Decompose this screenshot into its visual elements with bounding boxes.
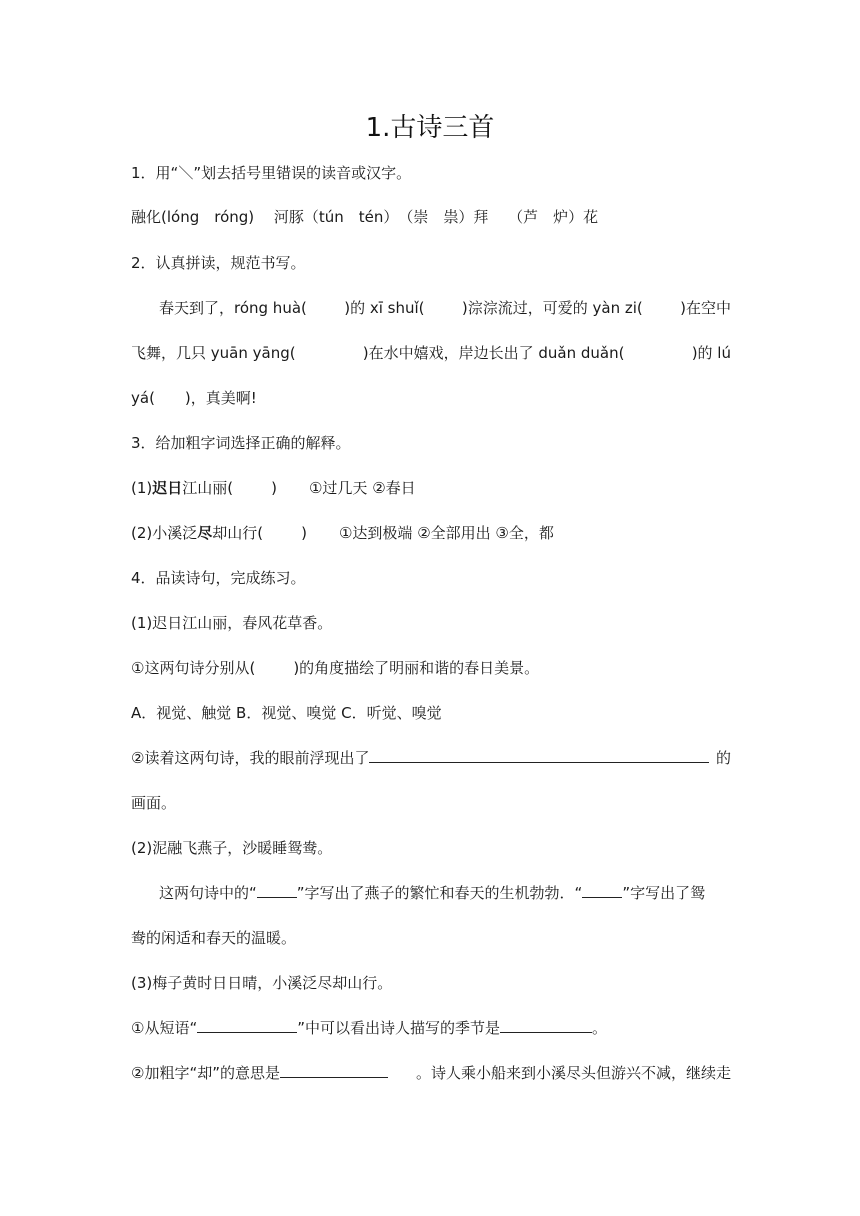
q1-heading: 1．用“＼”划去括号里错误的读音或汉字。 bbox=[131, 164, 412, 182]
q2-heading: 2．认真拼读，规范书写。 bbox=[131, 254, 306, 272]
q4-s1-question-a: ①这两句诗分别从( )的角度描绘了明丽和谐的春日美景。 bbox=[131, 659, 540, 677]
q4-s2-question-cont: 鸯的闲适和春天的温暖。 bbox=[131, 929, 297, 947]
q2-p3-a: yá( bbox=[131, 389, 155, 407]
q4-s2-question: 这两句诗中的“ ”字写出了燕子的繁忙和春天的生机勃勃．“ ”字写出了鸳 bbox=[159, 884, 706, 902]
answer-blank[interactable] bbox=[369, 747, 709, 763]
q4-s3-poem: (3)梅子黄时日日晴，小溪泛尽却山行。 bbox=[131, 974, 393, 992]
q4-s3-question-a: ①从短语“ ”中可以看出诗人描写的季节是 。 bbox=[131, 1019, 608, 1037]
q4-s1-question-b-cont: 画面。 bbox=[131, 794, 177, 812]
q2-p1-d: )在空中 bbox=[680, 299, 731, 317]
q2-p2-b: )在水中嬉戏，岸边长出了 duǎn duǎn( bbox=[362, 344, 625, 362]
q4-s1-question-b: ②读着这两句诗，我的眼前浮现出了 的 bbox=[131, 749, 731, 767]
q4-s1-poem: (1)迟日江山丽，春风花草香。 bbox=[131, 614, 333, 632]
q3-heading: 3．给加粗字词选择正确的解释。 bbox=[131, 434, 351, 452]
q2-paragraph-line-3 bbox=[131, 387, 731, 409]
q4-s3-question-b: ②加粗字“却”的意思是 。诗人乘小船来到小溪尽头但游兴不减，继续走 bbox=[131, 1064, 731, 1082]
answer-blank[interactable] bbox=[582, 882, 622, 898]
q4-s1-options: A．视觉、触觉 B．视觉、嗅觉 C．听觉、嗅觉 bbox=[131, 704, 442, 722]
q2-p2-c: )的 lú bbox=[691, 344, 731, 362]
answer-blank[interactable] bbox=[280, 1062, 388, 1078]
q3-item-2-bold-word: 尽 bbox=[197, 524, 213, 542]
q3-item-1: (1)迟日江山丽( ) ①过几天 ②春日 bbox=[131, 479, 416, 497]
page-title: 1.古诗三首 bbox=[365, 113, 495, 143]
answer-blank[interactable] bbox=[197, 1017, 297, 1033]
q2-p2-a: 飞舞，几只 yuān yāng( bbox=[131, 344, 296, 362]
answer-blank[interactable] bbox=[257, 882, 297, 898]
q4-s2-poem: (2)泥融飞燕子，沙暖睡鸳鸯。 bbox=[131, 839, 333, 857]
answer-blank[interactable] bbox=[500, 1017, 592, 1033]
q1-items: 融化(lóng róng) 河豚（tún tén） （崇 祟）拜 （芦 炉）花 bbox=[131, 208, 599, 226]
q2-p1-b: )的 xī shuǐ( bbox=[344, 299, 425, 317]
q3-item-2-options: ①达到极端 ②全部用出 ③全，都 bbox=[338, 524, 554, 542]
q4-heading: 4．品读诗句，完成练习。 bbox=[131, 569, 306, 587]
q2-paragraph-line-2 bbox=[131, 342, 731, 364]
q3-item-1-bold-word: 迟日 bbox=[152, 479, 183, 497]
q2-paragraph-line-1 bbox=[131, 297, 731, 319]
q3-item-2: (2)小溪泛尽却山行( ) ①达到极端 ②全部用出 ③全，都 bbox=[131, 524, 554, 542]
q2-p3-b: )，真美啊! bbox=[184, 389, 257, 407]
q2-p1-c: )淙淙流过，可爱的 yàn zi( bbox=[461, 299, 643, 317]
q3-item-1-options: ①过几天 ②春日 bbox=[308, 479, 416, 497]
q2-p1-a: 春天到了，róng huà( bbox=[159, 299, 307, 317]
